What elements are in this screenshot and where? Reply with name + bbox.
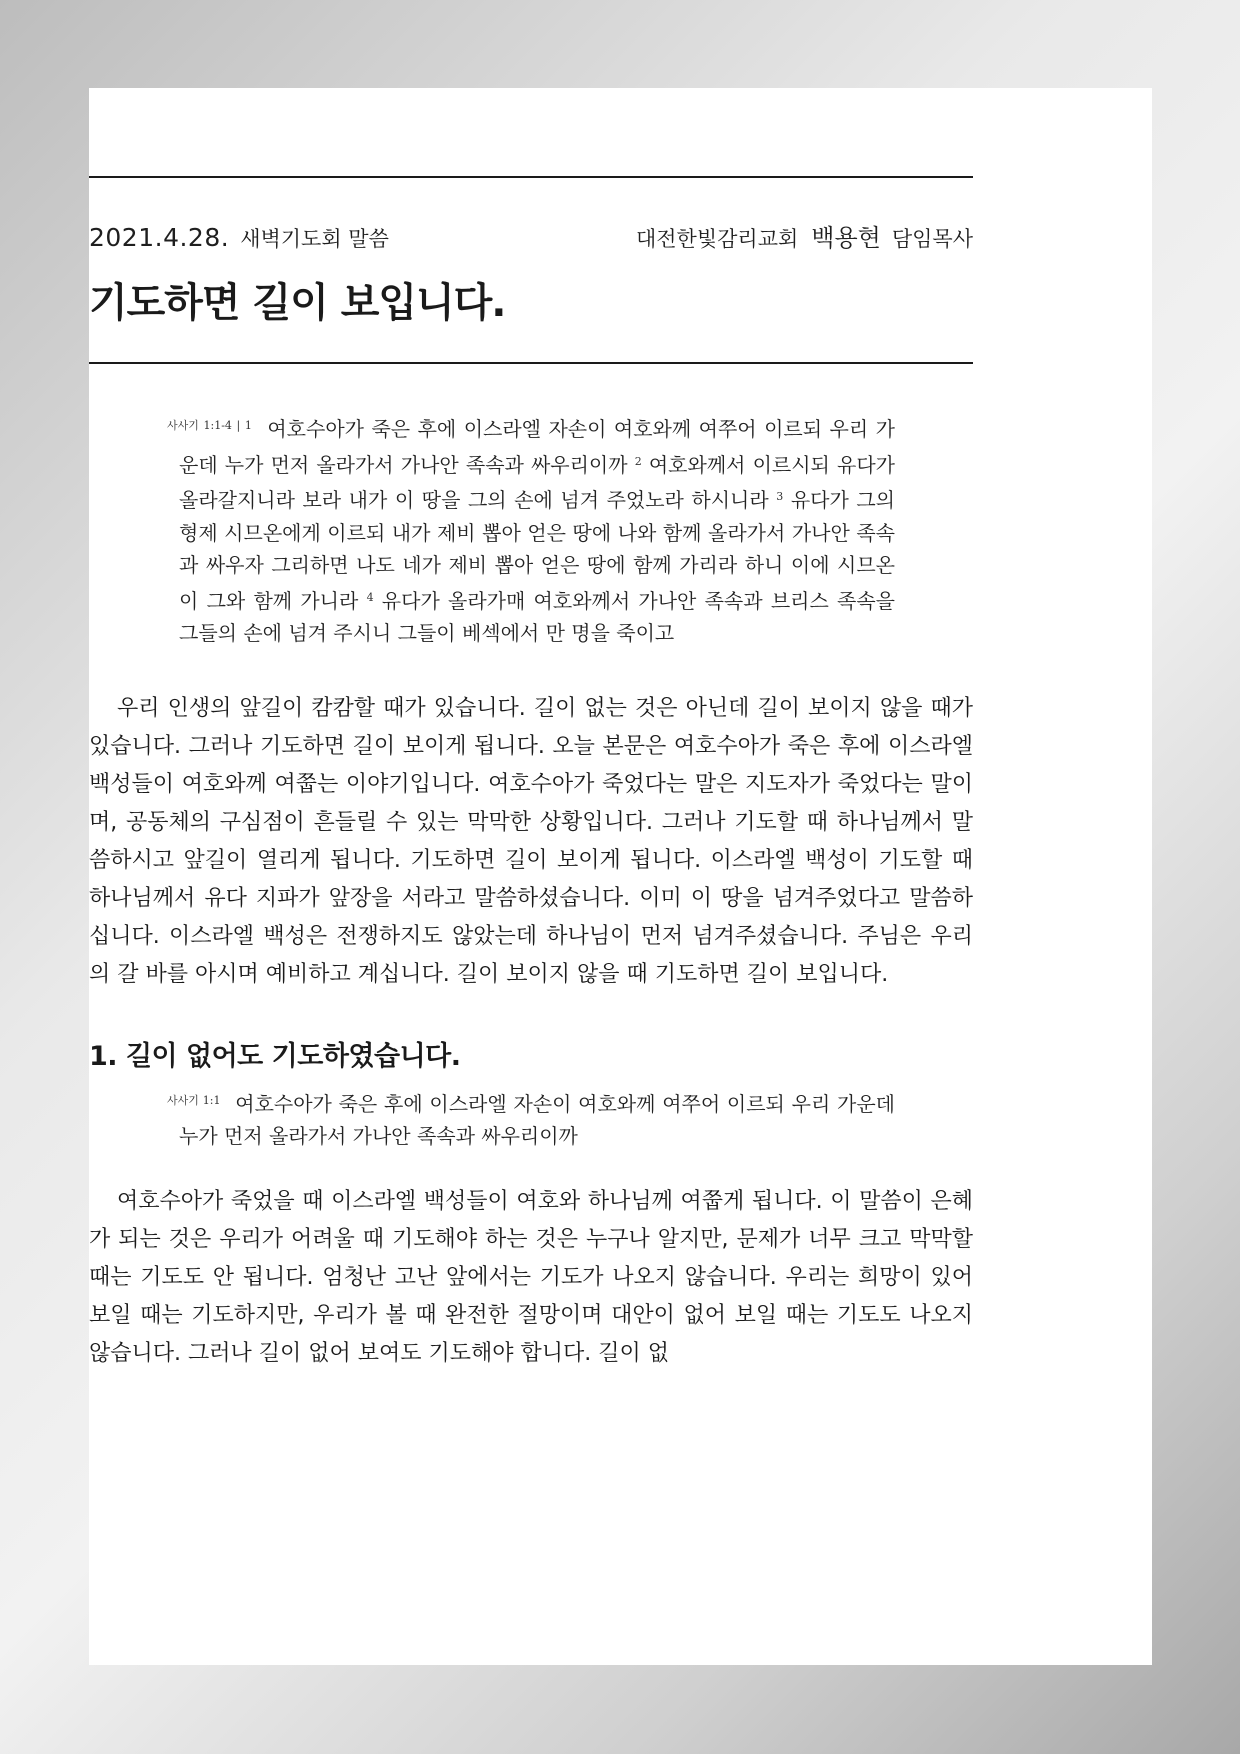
- section-1-scripture-reference: 사사기 1:1: [167, 1093, 221, 1107]
- verse-4: 유다가 올라가매 여호와께서 가나안 족속과 브리스 족속을 그들의 손에 넘겨 주시니 그들이 베섹에서 만 명을 죽이고: [179, 588, 895, 645]
- sermon-date: 2021.4.28.: [89, 223, 230, 252]
- sermon-header: [89, 218, 973, 253]
- church-name: 대전한빛감리교회: [635, 227, 799, 251]
- date-block: [89, 223, 389, 253]
- document-content: [89, 88, 973, 1395]
- service-name: 새벽기도회 말씀: [240, 227, 389, 251]
- verse-number-3: 3: [776, 490, 784, 503]
- verse-3: 유다가 그의 형제 시므온에게 이르되 내가 제비 뽑아 얻은 땅에 나와 함께 올라가서 가나안 족속과 싸우자 그리하면 나도 네가 제비 뽑아 얻은 땅에 함께 가리라 하니 이에 시므온이 그와 함께 가니라: [179, 488, 895, 613]
- scripture-reference: 사사기 1:1-4 | 1: [167, 419, 252, 432]
- title-rule: [89, 362, 973, 364]
- section-1-paragraph: 여호수아가 죽었을 때 이스라엘 백성들이 여호와 하나님께 여쭙게 됩니다. 이 말씀이 은혜가 되는 것은 우리가 어려울 때 기도해야 하는 것은 누구나 알지만, 문제가 너무 크고 막막할 때는 기도도 안 됩니다. 엄청난 고난 앞에서는 기도가 나오지 않습니다. 우리는 희망이 있어 보일 때는 기도하지만, 우리가 볼 때 완전한 절망이며 대안이 없어 보일 때는 기도도 나오지 않습니다. 그러나 길이 없어 보여도 기도해야 합니다. 길이 없: [89, 1188, 973, 1366]
- pastor-role: 담임목사: [891, 227, 973, 251]
- verse-2: 여호와께서 이르시되 유다가 올라갈지니라 보라 내가 이 땅을 그의 손에 넘겨 주었노라 하시니라: [179, 452, 895, 512]
- main-scripture: [167, 410, 895, 650]
- section-1-scripture: [167, 1085, 895, 1153]
- section-1-scripture-text: 여호수아가 죽은 후에 이스라엘 자손이 여호와께 여쭈어 이르되 우리 가운데 누가 먼저 올라가서 가나안 족속과 싸우리이까: [179, 1091, 895, 1148]
- intro-paragraph: 우리 인생의 앞길이 캄캄할 때가 있습니다. 길이 없는 것은 아닌데 길이 보이지 않을 때가 있습니다. 그러나 기도하면 길이 보이게 됩니다. 오늘 본문은 여호수아가 죽은 후에 이스라엘 백성들이 여호와께 여쭙는 이야기입니다. 여호수아가 죽었다는 말은 지도자가 죽었다는 말이며, 공동체의 구심점이 흔들릴 수 있는 막막한 상황입니다. 그러나 기도할 때 하나님께서 말씀하시고 앞길이 열리게 됩니다. 기도하면 길이 보이게 됩니다. 이스라엘 백성이 기도할 때 하나님께서 유다 지파가 앞장을 서라고 말씀하셨습니다. 이미 이 땅을 넘겨주었다고 말씀하십니다. 이스라엘 백성은 전쟁하지도 않았는데 하나님이 먼저 넘겨주셨습니다. 주님은 우리의 갈 바를 아시며 예비하고 계십니다. 길이 보이지 않을 때 기도하면 길이 보입니다.: [89, 695, 973, 987]
- section-heading-1: 1. 길이 없어도 기도하였습니다.: [89, 1040, 461, 1072]
- verse-number-4: 4: [366, 590, 374, 604]
- verse-number-2: 2: [634, 454, 642, 468]
- pastor-name: 백용현: [811, 224, 881, 252]
- sermon-title: 기도하면 길이 보입니다.: [89, 280, 506, 326]
- author-block: [636, 218, 973, 253]
- top-rule: [89, 176, 973, 178]
- verse-1: 여호수아가 죽은 후에 이스라엘 자손이 여호와께 여쭈어 이르되 우리 가운데 누가 먼저 올라가서 가나안 족속과 싸우리이까: [179, 417, 895, 477]
